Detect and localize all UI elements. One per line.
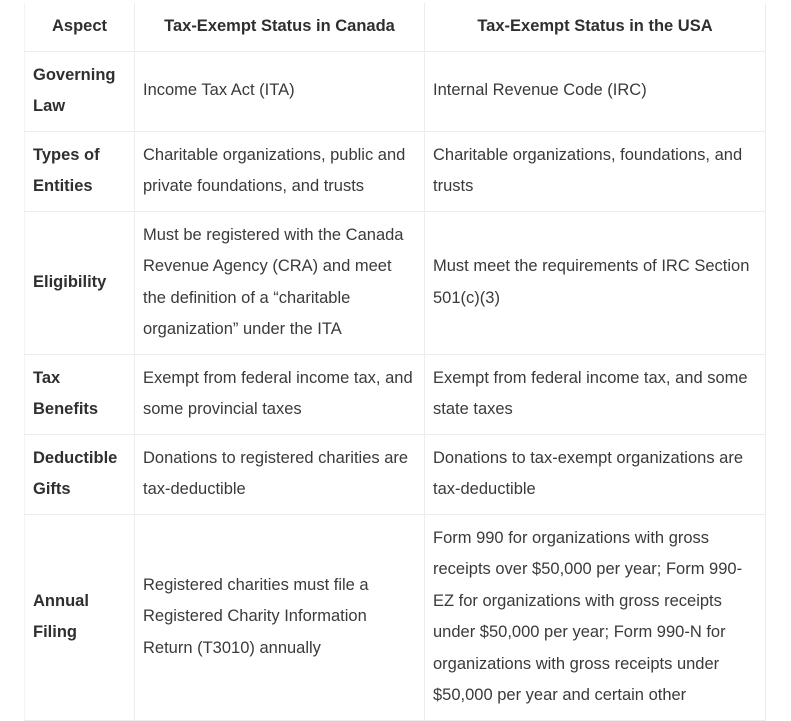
row-canada-cell: Must be registered with the Canada Revenue Agency (CRA) and meet the definition of a “charitable organization” under the ITA [135,211,425,354]
row-usa-cell: Must meet the requirements of IRC Section 501(c)(3) [425,211,766,354]
table-row [25,354,766,434]
header-usa: Tax-Exempt Status in the USA [425,3,766,51]
table-header-row [25,3,766,51]
row-usa-cell: Charitable organizations, foundations, and trusts [425,131,766,211]
row-usa-cell: Form 990 for organizations with gross receipts over $50,000 per year; Form 990-EZ for organizations with gross receipts under $50,000 per year; Form 990-N for organizations with gross receipts under $50,000 per year and certain other [425,514,766,720]
table-row [25,211,766,354]
table-row [25,51,766,131]
header-canada: Tax-Exempt Status in Canada [135,3,425,51]
header-aspect: Aspect [25,3,135,51]
row-aspect: Eligibility [25,211,135,354]
table-row [25,514,766,720]
comparison-table [24,3,766,721]
row-usa-cell: Exempt from federal income tax, and some state taxes [425,354,766,434]
row-aspect: Governing Law [25,51,135,131]
row-aspect: Annual Filing [25,514,135,720]
row-canada-cell: Exempt from federal income tax, and some provincial taxes [135,354,425,434]
row-usa-cell: Donations to tax-exempt organizations are tax-deductible [425,434,766,514]
row-canada-cell: Registered charities must file a Registered Charity Information Return (T3010) annually [135,514,425,720]
row-usa-cell: Internal Revenue Code (IRC) [425,51,766,131]
row-canada-cell: Charitable organizations, public and private foundations, and trusts [135,131,425,211]
row-canada-cell: Donations to registered charities are tax-deductible [135,434,425,514]
table-row [25,131,766,211]
row-aspect: Types of Entities [25,131,135,211]
table-row [25,434,766,514]
row-canada-cell: Income Tax Act (ITA) [135,51,425,131]
row-aspect: Deductible Gifts [25,434,135,514]
row-aspect: Tax Benefits [25,354,135,434]
comparison-table-container [24,3,765,721]
